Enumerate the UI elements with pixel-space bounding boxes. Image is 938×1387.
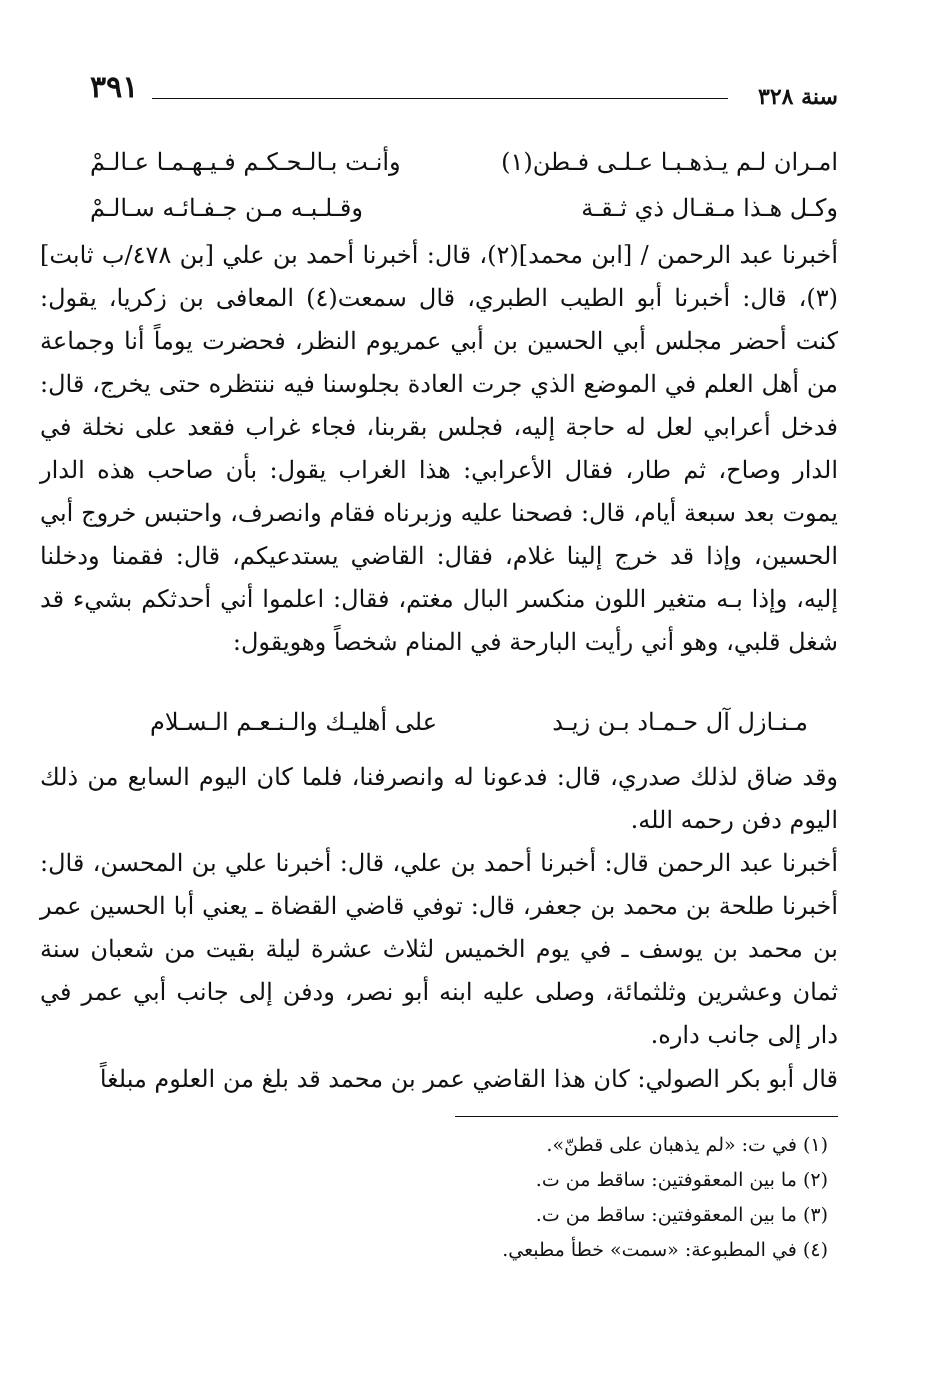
footnote: (٢) ما بين المعقوفتين: ساقط من ت. <box>535 1169 828 1191</box>
footnote: (١) في ت: «لم يذهبان على قطنّ». <box>546 1134 828 1156</box>
paragraph: قال أبو بكر الصولي: كان هذا القاضي عمر بن محمد قد بلغ من العلوم مبلغاً <box>99 1065 838 1093</box>
footnotes <box>300 1128 828 1268</box>
page-header <box>90 70 838 120</box>
paragraph: أخبرنا عبد الرحمن / [ابن محمد](٢)، قال: أخبرنا أحمد بن علي [بن ٤٧٨/ب ثابت](٣)، قال: أخبرنا أبو الطيب الطبري، قال سمعت(٤) المعافى بن زكريا، يقول: كنت أحضر مجلس أبي الحسين بن أبي عمريوم النظر، فحضرت يوماً أنا وجماعة من أهل العلم في الموضع الذي جرت العادة بجلوسنا فيه ننتظره حتى يخرج، قال: فدخل أعرابي لعل له حاجة إليه، فجلس بقربنا، فجاء غراب فقعد على نخلة في الدار وصاح، ثم طار، فقال الأعرابي: هذا الغراب يقول: بأن صاحب هذه الدار يموت بعد سبعة أيام، قال: فصحنا عليه وزبرناه فقام وانصرف، واحتبس خروج أبي الحسين، وإذا قد خرج إلينا غلام، فقال: القاضي يستدعيكم، قال: فقمنا ودخلنا إليه، وإذا بـه متغير اللون منكسر البال مغتم، فقال: اعلموا أني أحدثكم بشيء قد شغل قلبي، وهو أني رأيت البارحة في المنام شخصاً وهويقول: <box>40 241 839 656</box>
footnote: (٣) ما بين المعقوفتين: ساقط من ت. <box>535 1204 828 1226</box>
verse-line <box>90 148 838 194</box>
verse-hemistich: وقـلـبـه مـن جـفـائـه سـالـمْ <box>90 194 363 222</box>
header-rule <box>152 98 728 99</box>
verse-hemistich: مـنـازل آل حـمـاد بـن زيـد <box>552 708 808 736</box>
page-number: ٣٩١ <box>90 70 139 105</box>
verse-hemistich: وأنـت بـالـحـكـم فـيـهـمـا عـالـمْ <box>90 148 401 176</box>
footnote: (٤) في المطبوعة: «سمت» خطأ مطبعي. <box>502 1239 828 1261</box>
verse-hemistich: وكـل هـذا مـقـال ذي ثـقـة <box>581 194 838 222</box>
footnote-rule <box>455 1116 838 1117</box>
year-heading: سنة ٣٢٨ <box>758 84 838 110</box>
verse-hemistich: امـران لـم يـذهـبـا عـلـى فـطن(١) <box>501 148 838 176</box>
paragraph: أخبرنا عبد الرحمن قال: أخبرنا أحمد بن علي، قال: أخبرنا علي بن المحسن، قال: أخبرنا طلحة بن محمد بن جعفر، قال: توفي قاضي القضاة ـ يعني أبا الحسين عمر بن محمد بن يوسف ـ في يوم الخميس لثلاث عشرة ليلة بقيت من شعبان سنة ثمان وعشرين وثلثمائة، وصلى عليه ابنه أبو نصر، ودفن إلى جانب أبي عمر في دار إلى جانب داره. <box>40 849 838 1049</box>
verse-hemistich: على أهليـك والـنـعـم الـسـلام <box>150 708 438 736</box>
paragraph: وقد ضاق لذلك صدري، قال: فدعونا له وانصرفنا، فلما كان اليوم السابع من ذلك اليوم دفن رحمه الله. <box>40 763 839 834</box>
